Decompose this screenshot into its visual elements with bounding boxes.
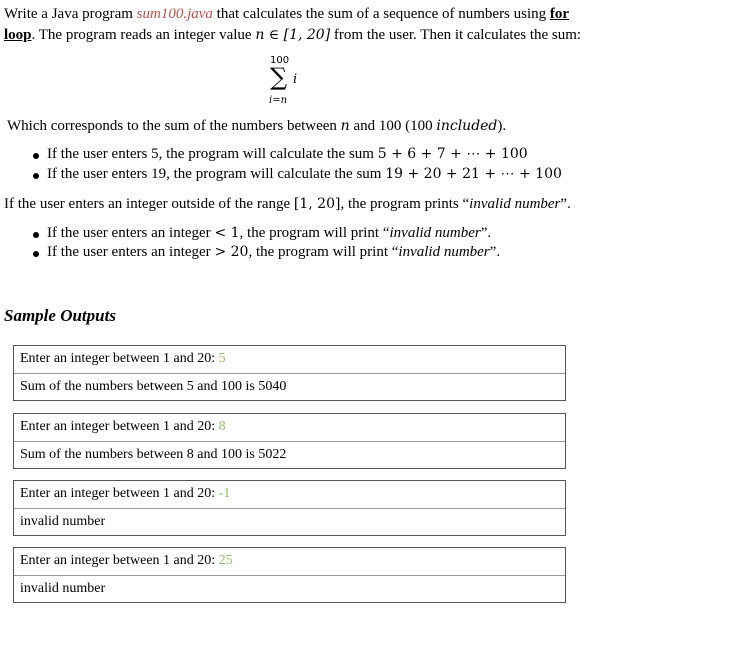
rule-text: ”. [560,196,571,212]
invalid-case-item [47,244,500,261]
explanation-text: ). [497,118,507,134]
intro-text: . The program reads an integer value [31,27,256,43]
explanation-text: and 100 (100 [349,118,437,134]
intro-text: Write a Java program [4,6,137,22]
case-math: < 1 [214,225,240,241]
n-var: n [340,118,350,134]
bullet-icon [33,173,39,179]
prompt-line [20,553,233,569]
example-text: If the user enters 5, the program will calculate the sum [47,146,378,162]
user-input: 25 [218,553,233,568]
rule-math: [1, 20] [293,196,341,212]
explanation [7,118,506,135]
prompt-line [20,351,226,367]
case-text: ”. [489,244,501,260]
divider [14,575,565,576]
explanation-text: Which corresponds to the sum of the numbers between [7,118,341,134]
prompt-line [20,419,226,435]
bullet-icon [33,153,39,159]
prompt-line [20,486,230,502]
divider [14,441,565,442]
formula-lower: i=n [269,95,288,106]
sample-output-box [13,345,566,401]
prompt-text: Enter an integer between 1 and 20: [20,553,219,568]
sample-output-box [13,413,566,469]
bullet-icon [33,232,39,238]
case-text: If the user enters an integer [47,225,215,241]
sample-heading: Sample Outputs [4,306,116,325]
output-line: Sum of the numbers between 5 and 100 is 5040 [20,379,287,394]
invalid-text: invalid number [389,225,481,241]
prompt-text: Enter an integer between 1 and 20: [20,351,219,366]
rule-text: If the user enters an integer outside of the range [4,196,294,212]
case-text: If the user enters an integer [47,244,215,260]
filename: sum100.java [136,6,213,22]
bullet-icon [33,251,39,257]
output-line: invalid number [20,514,106,529]
prompt-text: Enter an integer between 1 and 20: [20,419,219,434]
case-math: > 20 [214,244,249,260]
for-keyword: for [549,6,570,22]
rule-text: , the program prints “ [340,196,470,212]
invalid-text: invalid number [398,244,490,260]
case-text: ”. [480,225,492,241]
divider [14,508,565,509]
user-input: 5 [218,351,226,366]
divider [14,373,565,374]
sigma-symbol: ∑ [270,63,288,91]
example-item [47,146,528,163]
intro-text: from the user. Then it calculates the sum: [330,27,582,43]
example-text: If the user enters 19, the program will calculate the sum [47,166,386,182]
sample-output-box [13,547,566,603]
output-line: invalid number [20,581,106,596]
intro-line-2 [4,27,581,44]
invalid-text: invalid number [469,196,561,212]
formula-term: i [293,72,298,87]
intro-text: that calculates the sum of a sequence of numbers using [212,6,550,22]
sample-output-box [13,480,566,536]
example-math: 19 + 20 + 21 + ⋯ + 100 [385,166,562,182]
included-word: included [436,118,498,134]
case-text: , the program will print “ [248,244,399,260]
case-text: , the program will print “ [239,225,390,241]
loop-keyword: loop [4,27,32,43]
prompt-text: Enter an integer between 1 and 20: [20,486,219,501]
user-input: -1 [218,486,231,501]
invalid-case-item [47,225,491,242]
output-line: Sum of the numbers between 8 and 100 is 5022 [20,447,287,462]
range-math: n ∈ [1, 20] [255,27,331,43]
example-item [47,166,562,183]
user-input: 8 [218,419,226,434]
formula-upper: 100 [270,55,290,66]
intro-line-1 [4,6,569,23]
range-rule [4,196,571,213]
example-math: 5 + 6 + 7 + ⋯ + 100 [377,146,528,162]
